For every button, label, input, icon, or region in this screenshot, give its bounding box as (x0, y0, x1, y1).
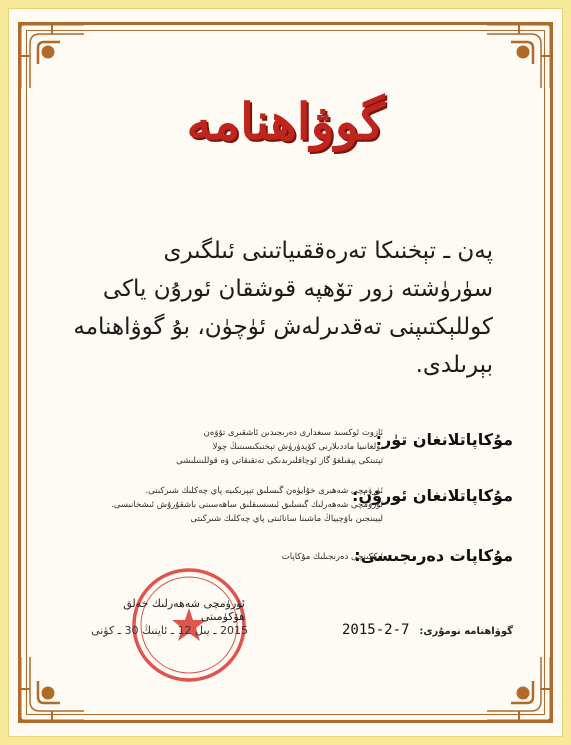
issuer-name: ئۈرۈمچى شەھەرلىك خەلق ھۆكۈمىتى (123, 597, 245, 623)
awarded-organization-value (83, 484, 383, 526)
corner-ornament-icon (483, 18, 557, 92)
awarded-organization-label: مۇكاپاتلانغان ئورۇن: (352, 486, 513, 505)
certificate-body (73, 232, 493, 384)
value-line: لېيىنجىن باۋچېياڭ ماشىنا سانائىتى پاي چەكلىك شىركىتى (190, 514, 383, 524)
corner-ornament-icon (14, 653, 88, 727)
issue-date: 2015 ـ يىل 12 ـ ئاينىڭ 30 ـ كۈنى (91, 624, 248, 637)
body-line: بېرىلدى. (415, 352, 493, 378)
value-line: تېتىنكى يېقىلغۇ گاز ئوچاقلىرىدىكى تەتقىقاتى ۋە قوللىنىلىشى (176, 456, 383, 466)
certificate-title: گوۋاھنامە (186, 92, 385, 151)
awarded-project-label: مۇكاپاتلانغان تۈر: (375, 430, 513, 449)
value-line: ئازوت ئوكسىد سىغدارى دەرىجىدىن ئاشقىرى تۆۋەن (203, 428, 383, 438)
corner-ornament-icon (14, 18, 88, 92)
body-line: كوللېكتىپنى تەقدىرلەش ئۈچۈن، بۇ گوۋاھنامە (73, 314, 493, 340)
corner-ornament-icon (483, 653, 557, 727)
value-line: ئىككىنچى دەرىجىلىك مۇكاپات (281, 552, 383, 562)
award-level-value (83, 550, 383, 564)
value-line: ئۈرۈمچى شەھىرى خۇايۈەن گىسلىق تېپرىكىيە پاي چەكلىك شىركىتى. (145, 486, 383, 496)
certificate-number-label: گوۋاھنامە نومۇرى: (419, 626, 513, 637)
certificate-number-value: 2015-2-7 (342, 622, 410, 638)
body-line: پەن ـ تېخنىكا تەرەققىياتىنى ئىلگىرى (163, 238, 493, 264)
body-line: سۈرۈشتە زور تۆھپە قوشقان ئورۇن ياكى (102, 276, 493, 302)
value-line: ئۈرۈمچى شەھەرلىك گىسلىق ئىسسىقلىق ساھەسىنى باشقۇرۇش ئىشخانىسى. (111, 500, 383, 510)
value-line: بولغانىيا ماددىلارنى كۆيدۈرۈش تېخنىكىسىنىڭ چولا (212, 442, 383, 452)
awarded-project-value (83, 426, 383, 468)
award-level-label: مۇكاپات دەرىجىسى: (354, 546, 513, 565)
